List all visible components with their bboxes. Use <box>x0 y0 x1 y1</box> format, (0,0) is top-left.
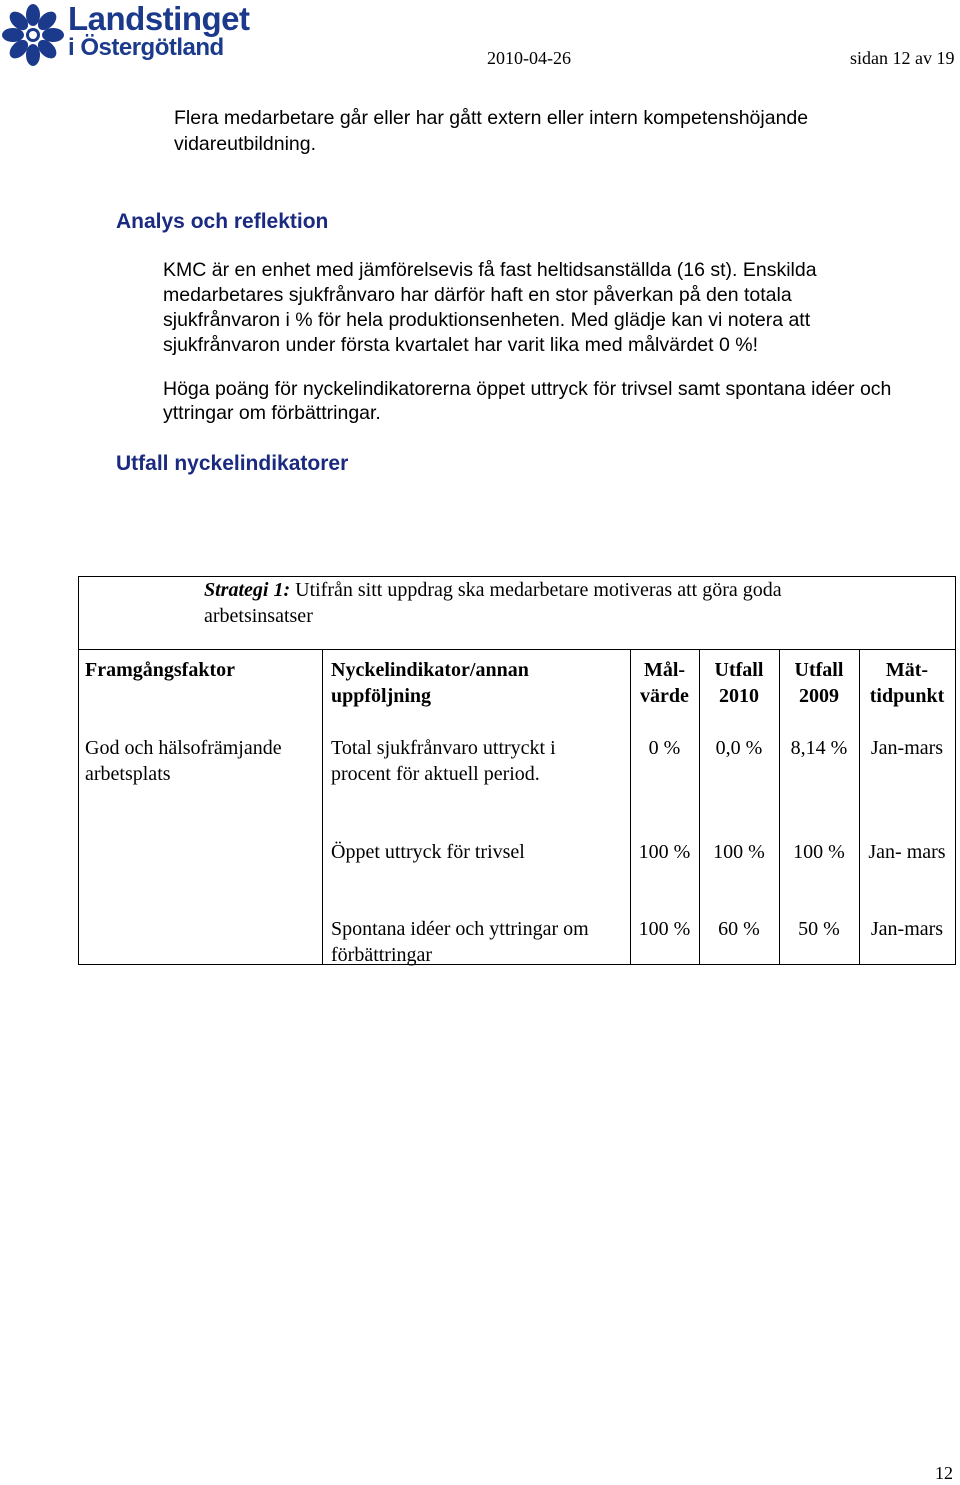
outcome-heading: Utfall nyckelindikatorer <box>116 452 349 475</box>
table-divider <box>79 649 955 650</box>
row2-indicator-line1: Öppet uttryck för trivsel <box>331 841 525 863</box>
intro-line: vidareutbildning. <box>174 133 317 155</box>
strategy-label: Strategi 1: <box>204 579 291 601</box>
row1-indicator-line1: Total sjukfrånvaro uttryckt i <box>331 737 556 759</box>
intro-line: Flera medarbetare går eller har gått extern eller intern kompetenshöjande <box>174 107 809 129</box>
paragraph-line: sjukfrånvaron i % för hela produktionsenheten. Med glädje kan vi notera att <box>163 309 811 331</box>
row3-indicator-line1: Spontana idéer och yttringar om <box>331 918 589 940</box>
row1-target: 0 % <box>648 737 681 759</box>
factor-line2: arbetsplats <box>85 763 171 785</box>
paragraph-line: sjukfrånvaron under första kvartalet har varit lika med målvärdet 0 %! <box>163 334 759 356</box>
footer-page-number: 12 <box>935 1463 953 1483</box>
header-target-line2: värde <box>640 685 689 707</box>
row3-time: Jan-mars <box>870 918 944 940</box>
paragraph-line: KMC är en enhet med jämförelsevis få fast heltidsanställda (16 st). Enskilda <box>163 259 817 281</box>
row2-outcome2010: 100 % <box>713 841 765 863</box>
header-outcome2009-line1: Utfall <box>794 659 844 681</box>
row3-indicator-line2: förbättringar <box>331 944 433 966</box>
header-outcome2010-line2: 2010 <box>719 685 759 707</box>
header-indicator-line2: uppföljning <box>331 685 432 707</box>
paragraph-line: medarbetares sjukfrånvaro har därför haft en stor påverkan på den totala <box>163 284 792 306</box>
column-divider <box>322 649 323 965</box>
row1-outcome2010: 0,0 % <box>715 737 763 759</box>
logo-wordmark-line1: Landstinget <box>68 0 250 37</box>
row3-outcome2009: 50 % <box>798 918 840 940</box>
header-outcome2009-line2: 2009 <box>799 685 839 707</box>
row2-outcome2009: 100 % <box>793 841 845 863</box>
strategy-text-line1: Utifrån sitt uppdrag ska medarbetare motiveras att göra goda <box>290 579 782 601</box>
logo-wordmark-line2: i Östergötland <box>68 34 224 61</box>
factor-line1: God och hälsofrämjande <box>85 737 282 759</box>
header-indicator-line1: Nyckelindikator/annan <box>331 659 529 681</box>
header-time-line2: tidpunkt <box>869 685 945 707</box>
organization-logo <box>2 0 250 70</box>
header-outcome2010-line1: Utfall <box>714 659 764 681</box>
row3-outcome2010: 60 % <box>718 918 760 940</box>
strategy-text-line2: arbetsinsatser <box>204 605 313 627</box>
row1-time: Jan-mars <box>870 737 944 759</box>
paragraph-line: yttringar om förbättringar. <box>163 402 381 424</box>
row2-target: 100 % <box>638 841 691 863</box>
header-date: 2010-04-26 <box>487 48 571 68</box>
analysis-heading: Analys och reflektion <box>116 210 329 233</box>
row1-outcome2009: 8,14 % <box>790 737 848 759</box>
header-page-label: sidan 12 av 19 <box>850 48 955 68</box>
header-target-line1: Mål- <box>643 659 686 681</box>
strategy-text <box>204 577 782 603</box>
flower-emblem-icon <box>2 4 64 66</box>
header-factor: Framgångsfaktor <box>85 659 235 681</box>
header-time-line1: Mät- <box>885 659 929 681</box>
row3-target: 100 % <box>638 918 691 940</box>
row1-indicator-line2: procent för aktuell period. <box>331 763 540 785</box>
key-indicator-table <box>78 576 956 965</box>
row2-time: Jan- mars <box>868 841 946 863</box>
paragraph-line: Höga poäng för nyckelindikatorerna öppet uttryck för trivsel samt spontana idéer och <box>163 378 892 400</box>
